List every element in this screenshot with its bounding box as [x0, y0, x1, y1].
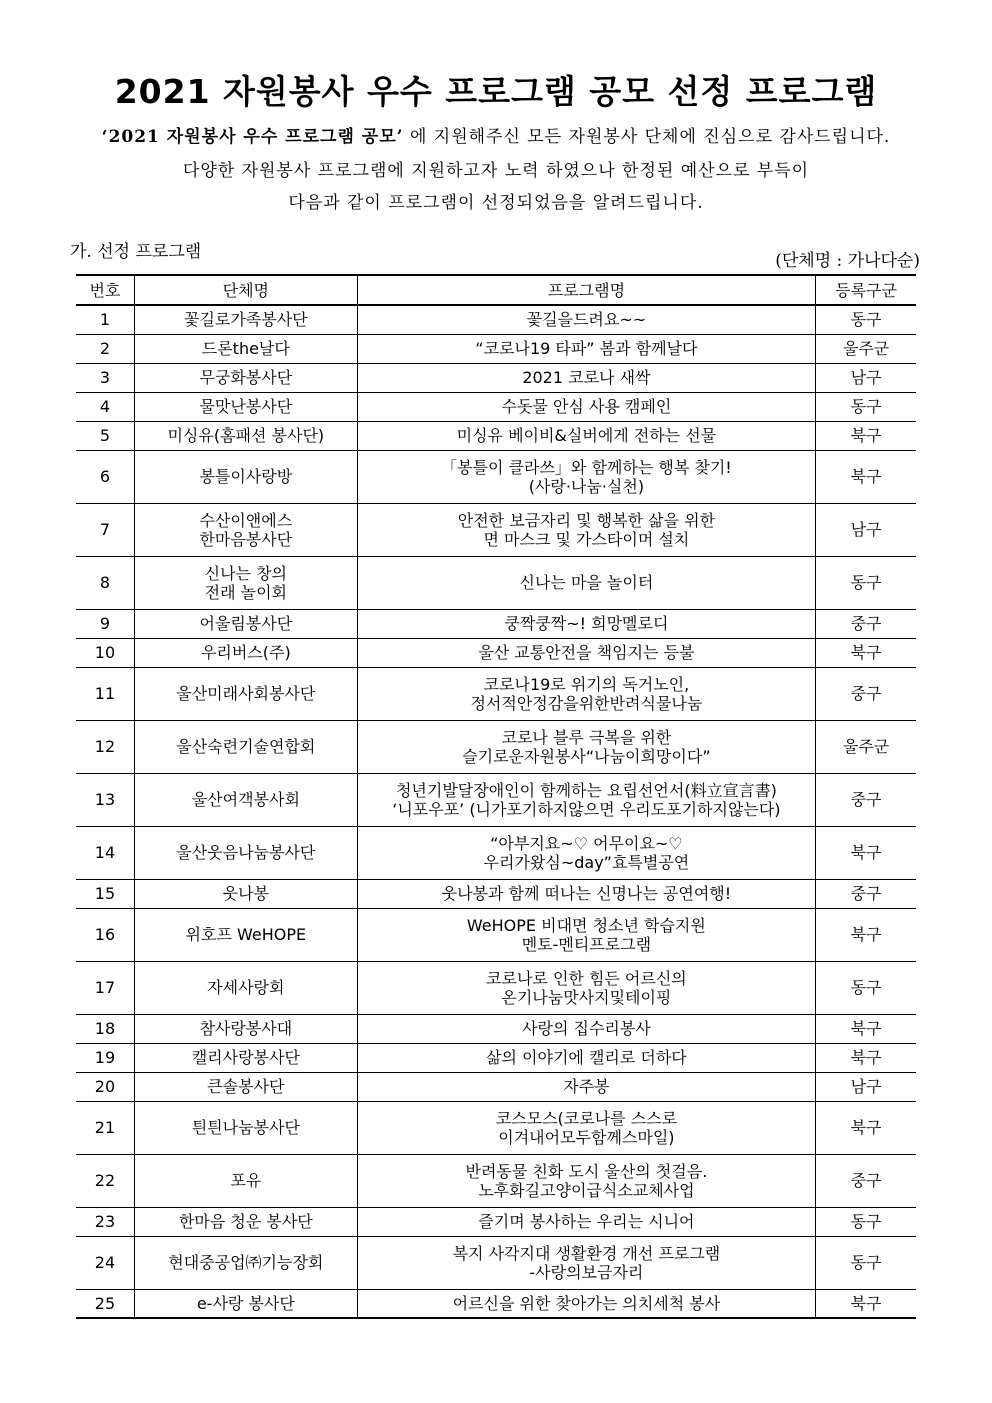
district-cell: 북구 — [816, 908, 916, 961]
district-cell: 북구 — [816, 826, 916, 879]
table-row — [76, 1236, 916, 1289]
district-cell: 남구 — [816, 503, 916, 556]
table-row — [76, 908, 916, 961]
header-organization: 단체명 — [134, 275, 357, 305]
table-row — [76, 450, 916, 503]
program-cell: 안전한 보금자리 및 행복한 삶을 위한 면 마스크 및 가스타이머 설치 — [357, 503, 815, 556]
row-number-cell: 18 — [76, 1014, 134, 1043]
table-row — [76, 667, 916, 720]
table-row — [76, 421, 916, 450]
program-cell: 청년기발달장애인이 함께하는 요립선언서(料立宣言書) ‘니포우포’ (니가포기하지않으면 우리도포기하지않는다) — [357, 773, 815, 826]
header-district: 등록구군 — [816, 275, 916, 305]
organization-cell: 수산이앤에스 한마음봉사단 — [134, 503, 357, 556]
program-cell: 2021 코로나 새싹 — [357, 363, 815, 392]
organization-cell: e-사랑 봉사단 — [134, 1289, 357, 1318]
organization-cell: 틘틘나눔봉사단 — [134, 1101, 357, 1154]
row-number-cell: 9 — [76, 609, 134, 638]
row-number-cell: 25 — [76, 1289, 134, 1318]
row-number-cell: 16 — [76, 908, 134, 961]
district-cell: 남구 — [816, 1072, 916, 1101]
district-cell: 북구 — [816, 638, 916, 667]
district-cell: 중구 — [816, 773, 916, 826]
table-row — [76, 720, 916, 773]
table-row — [76, 1154, 916, 1207]
district-cell: 중구 — [816, 667, 916, 720]
sort-note: (단체명 : 가나다순) — [775, 251, 920, 271]
section-title: 가. 선정 프로그램 — [70, 242, 202, 262]
program-cell: WeHOPE 비대면 청소년 학습지원 멘토-멘티프로그램 — [357, 908, 815, 961]
district-cell: 동구 — [816, 556, 916, 609]
table-row — [76, 961, 916, 1014]
organization-cell: 참사랑봉사대 — [134, 1014, 357, 1043]
program-cell: 미싱유 베이비&실버에게 전하는 선물 — [357, 421, 815, 450]
organization-cell: 울산웃음나눔봉사단 — [134, 826, 357, 879]
program-cell: “코로나19 타파” 봄과 함께날다 — [357, 334, 815, 363]
row-number-cell: 11 — [76, 667, 134, 720]
intro-line-3: 다음과 같이 프로그램이 선정되었음을 알려드립니다. — [288, 193, 704, 213]
program-cell: 삶의 이야기에 캘리로 더하다 — [357, 1043, 815, 1072]
district-cell: 울주군 — [816, 720, 916, 773]
table-row — [76, 503, 916, 556]
program-cell: 즐기며 봉사하는 우리는 시니어 — [357, 1207, 815, 1236]
program-cell: 웃나봉과 함께 떠나는 신명나는 공연여행! — [357, 879, 815, 908]
table-row — [76, 773, 916, 826]
row-number-cell: 2 — [76, 334, 134, 363]
organization-cell: 울산여객봉사회 — [134, 773, 357, 826]
intro-contest-name: ‘2021 자원봉사 우수 프로그램 공모’ — [101, 127, 404, 147]
row-number-cell: 3 — [76, 363, 134, 392]
organization-cell: 무궁화봉사단 — [134, 363, 357, 392]
row-number-cell: 7 — [76, 503, 134, 556]
district-cell: 동구 — [816, 392, 916, 421]
header-number: 번호 — [76, 275, 134, 305]
row-number-cell: 21 — [76, 1101, 134, 1154]
organization-cell: 어울림봉사단 — [134, 609, 357, 638]
district-cell: 중구 — [816, 609, 916, 638]
district-cell: 북구 — [816, 421, 916, 450]
intro-thanks-text: 에 지원해주신 모든 자원봉사 단체에 진심으로 감사드립니다. — [403, 127, 891, 147]
program-cell: 코로나로 인한 힘든 어르신의 온기나눔맛사지및테이핑 — [357, 961, 815, 1014]
table-row — [76, 638, 916, 667]
program-cell: 수돗물 안심 사용 캠페인 — [357, 392, 815, 421]
organization-cell: 자세사랑회 — [134, 961, 357, 1014]
program-cell: 자주봉 — [357, 1072, 815, 1101]
district-cell: 북구 — [816, 1014, 916, 1043]
table-row — [76, 609, 916, 638]
intro-line-1 — [0, 122, 992, 147]
row-number-cell: 1 — [76, 305, 134, 334]
table-row — [76, 334, 916, 363]
table-row — [76, 1289, 916, 1318]
row-number-cell: 10 — [76, 638, 134, 667]
table-header-row — [76, 275, 916, 305]
district-cell: 북구 — [816, 1289, 916, 1318]
organization-cell: 현대중공업㈜기능장회 — [134, 1236, 357, 1289]
row-number-cell: 17 — [76, 961, 134, 1014]
program-cell: 어르신을 위한 찾아가는 의치세척 봉사 — [357, 1289, 815, 1318]
page-title: 2021 자원봉사 우수 프로그램 공모 선정 프로그램 — [114, 72, 878, 111]
organization-cell: 봉틀이사랑방 — [134, 450, 357, 503]
district-cell: 동구 — [816, 1207, 916, 1236]
row-number-cell: 6 — [76, 450, 134, 503]
program-cell: 사랑의 집수리봉사 — [357, 1014, 815, 1043]
table-row — [76, 879, 916, 908]
district-cell: 동구 — [816, 961, 916, 1014]
row-number-cell: 22 — [76, 1154, 134, 1207]
organization-cell: 울산미래사회봉사단 — [134, 667, 357, 720]
program-cell: 반려동물 친화 도시 울산의 첫걸음. 노후화길고양이급식소교체사업 — [357, 1154, 815, 1207]
row-number-cell: 4 — [76, 392, 134, 421]
program-cell: 「봉틀이 클라쓰」와 함께하는 행복 찾기! (사랑·나눔·실천) — [357, 450, 815, 503]
program-cell: “아부지요~♡ 어무이요~♡ 우리가왔심~day”효특별공연 — [357, 826, 815, 879]
program-cell: 코로나 블루 극복을 위한 슬기로운자원봉사“나눔이희망이다” — [357, 720, 815, 773]
row-number-cell: 14 — [76, 826, 134, 879]
row-number-cell: 8 — [76, 556, 134, 609]
table-row — [76, 1014, 916, 1043]
selected-programs-table — [76, 274, 916, 1319]
row-number-cell: 15 — [76, 879, 134, 908]
organization-cell: 꽃길로가족봉사단 — [134, 305, 357, 334]
table-row — [76, 1072, 916, 1101]
table-row — [76, 826, 916, 879]
organization-cell: 큰솔봉사단 — [134, 1072, 357, 1101]
organization-cell: 미싱유(홈패션 봉사단) — [134, 421, 357, 450]
program-cell: 울산 교통안전을 책임지는 등불 — [357, 638, 815, 667]
row-number-cell: 19 — [76, 1043, 134, 1072]
table-row — [76, 1101, 916, 1154]
row-number-cell: 13 — [76, 773, 134, 826]
district-cell: 동구 — [816, 305, 916, 334]
program-cell: 꽃길을드려요~~ — [357, 305, 815, 334]
row-number-cell: 24 — [76, 1236, 134, 1289]
row-number-cell: 20 — [76, 1072, 134, 1101]
header-program: 프로그램명 — [357, 275, 815, 305]
organization-cell: 웃나봉 — [134, 879, 357, 908]
program-cell: 코스모스(코로나를 스스로 이겨내어모두함께스마일) — [357, 1101, 815, 1154]
table-row — [76, 1207, 916, 1236]
district-cell: 동구 — [816, 1236, 916, 1289]
row-number-cell: 12 — [76, 720, 134, 773]
organization-cell: 신나는 창의 전래 놀이회 — [134, 556, 357, 609]
row-number-cell: 23 — [76, 1207, 134, 1236]
program-cell: 신나는 마을 놀이터 — [357, 556, 815, 609]
organization-cell: 물맛난봉사단 — [134, 392, 357, 421]
organization-cell: 위호프 WeHOPE — [134, 908, 357, 961]
organization-cell: 한마음 청운 봉사단 — [134, 1207, 357, 1236]
row-number-cell: 5 — [76, 421, 134, 450]
table-row — [76, 556, 916, 609]
program-cell: 코로나19로 위기의 독거노인, 정서적안정감을위한반려식물나눔 — [357, 667, 815, 720]
table-row — [76, 363, 916, 392]
program-cell: 복지 사각지대 생활환경 개선 프로그램 -사랑의보금자리 — [357, 1236, 815, 1289]
district-cell: 북구 — [816, 450, 916, 503]
organization-cell: 드론the날다 — [134, 334, 357, 363]
organization-cell: 캘리사랑봉사단 — [134, 1043, 357, 1072]
district-cell: 북구 — [816, 1101, 916, 1154]
table-row — [76, 392, 916, 421]
program-cell: 쿵짝쿵짝~! 희망멜로디 — [357, 609, 815, 638]
district-cell: 중구 — [816, 1154, 916, 1207]
table-row — [76, 305, 916, 334]
organization-cell: 우리버스(주) — [134, 638, 357, 667]
organization-cell: 울산숙련기술연합회 — [134, 720, 357, 773]
district-cell: 북구 — [816, 1043, 916, 1072]
organization-cell: 포유 — [134, 1154, 357, 1207]
district-cell: 남구 — [816, 363, 916, 392]
intro-line-2: 다양한 자원봉사 프로그램에 지원하고자 노력 하였으나 한정된 예산으로 부득이 — [182, 161, 810, 181]
district-cell: 울주군 — [816, 334, 916, 363]
table-row — [76, 1043, 916, 1072]
district-cell: 중구 — [816, 879, 916, 908]
